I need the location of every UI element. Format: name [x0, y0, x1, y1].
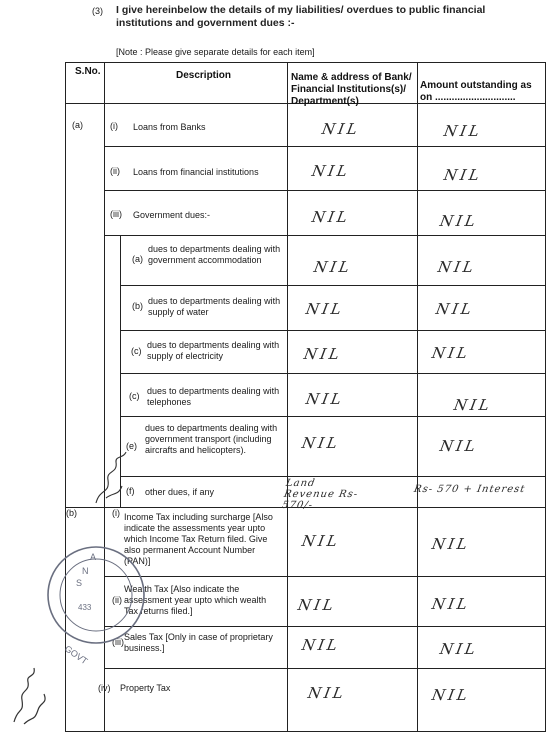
bank-entry: NIL: [300, 434, 342, 452]
header-description: Description: [176, 70, 232, 81]
row-number: (b): [132, 301, 143, 311]
row-number: (i): [112, 508, 120, 518]
svg-text:GOVT: GOVT: [62, 643, 90, 667]
row-number: (e): [126, 441, 137, 451]
row-description: Loans from financial institutions: [133, 167, 259, 177]
amount-entry: Rs- 570 + Interest: [413, 484, 527, 495]
row-number: (c): [129, 391, 140, 401]
row-number: (f): [126, 486, 135, 496]
section-a-label: (a): [72, 120, 83, 130]
bank-entry: NIL: [296, 596, 338, 614]
bank-entry: NIL: [306, 684, 348, 702]
section-b-label: (b): [66, 508, 77, 518]
row-number: (ii): [110, 166, 120, 176]
amount-entry: NIL: [430, 686, 472, 704]
header-amount: Amount outstanding as on .............................: [420, 80, 532, 103]
row-description: dues to departments dealing with telephones: [147, 386, 280, 407]
amount-entry: NIL: [430, 595, 472, 613]
svg-text:N: N: [82, 566, 89, 576]
bank-entry: NIL: [302, 345, 344, 363]
row-description: dues to departments dealing with supply of water: [148, 296, 281, 317]
row-description: Income Tax including surcharge [Also indicate the assessments year upto which Income Tax Return filed. Give also permanent Account Number (PAN)]: [124, 512, 273, 566]
bank-entry: NIL: [310, 208, 352, 226]
row-number: (ii): [112, 595, 122, 605]
signature-margin: [4, 652, 64, 732]
amount-entry: NIL: [430, 344, 472, 362]
amount-entry: NIL: [434, 300, 476, 318]
amount-entry: NIL: [442, 166, 484, 184]
intro-text: I give hereinbelow the details of my liabilities/ overdues to public financial institutions and government dues :-: [116, 4, 486, 29]
note-text: [Note : Please give separate details for each item]: [116, 47, 315, 57]
row-description: other dues, if any: [145, 487, 215, 497]
bank-entry: NIL: [300, 636, 342, 654]
header-sno: S.No.: [75, 66, 101, 77]
bank-entry: NIL: [310, 162, 352, 180]
amount-entry: NIL: [430, 535, 472, 553]
row-number: (i): [110, 121, 118, 131]
row-description: dues to departments dealing with government transport (including aircrafts and helicopters).: [145, 423, 278, 455]
bank-entry: NIL: [304, 390, 346, 408]
row-number: (iii): [112, 637, 124, 647]
bank-entry: Land Revenue Rs- 570/-: [281, 478, 360, 511]
bank-entry: NIL: [304, 300, 346, 318]
row-number: (c): [131, 346, 142, 356]
row-description: Wealth Tax [Also indicate the assessment year upto which wealth Tax returns filed.]: [124, 584, 267, 616]
amount-entry: NIL: [438, 212, 480, 230]
header-bank: Name & address of Bank/ Financial Institutions(s)/ Department(s): [291, 72, 412, 107]
bank-entry: NIL: [300, 532, 342, 550]
row-description: Sales Tax [Only in case of proprietary business.]: [124, 632, 273, 653]
row-description: Loans from Banks: [133, 122, 206, 132]
amount-entry: NIL: [438, 640, 480, 658]
row-description: dues to departments dealing with supply of electricity: [147, 340, 280, 361]
row-description: dues to departments dealing with government accommodation: [148, 244, 281, 265]
signature-stamp: [88, 448, 138, 508]
amount-entry: NIL: [452, 396, 494, 414]
amount-entry: NIL: [438, 437, 480, 455]
row-number: (iii): [110, 209, 122, 219]
item-number: (3): [92, 6, 103, 16]
bank-entry: NIL: [312, 258, 354, 276]
amount-entry: NIL: [436, 258, 478, 276]
svg-text:S: S: [76, 578, 83, 588]
svg-text:433: 433: [78, 603, 92, 612]
row-description: Property Tax: [120, 683, 171, 693]
row-number: (a): [132, 254, 143, 264]
row-description: Government dues:-: [133, 210, 211, 220]
row-number: (iv): [98, 683, 111, 693]
amount-entry: NIL: [442, 122, 484, 140]
svg-text:A: A: [90, 552, 97, 562]
bank-entry: NIL: [320, 120, 362, 138]
